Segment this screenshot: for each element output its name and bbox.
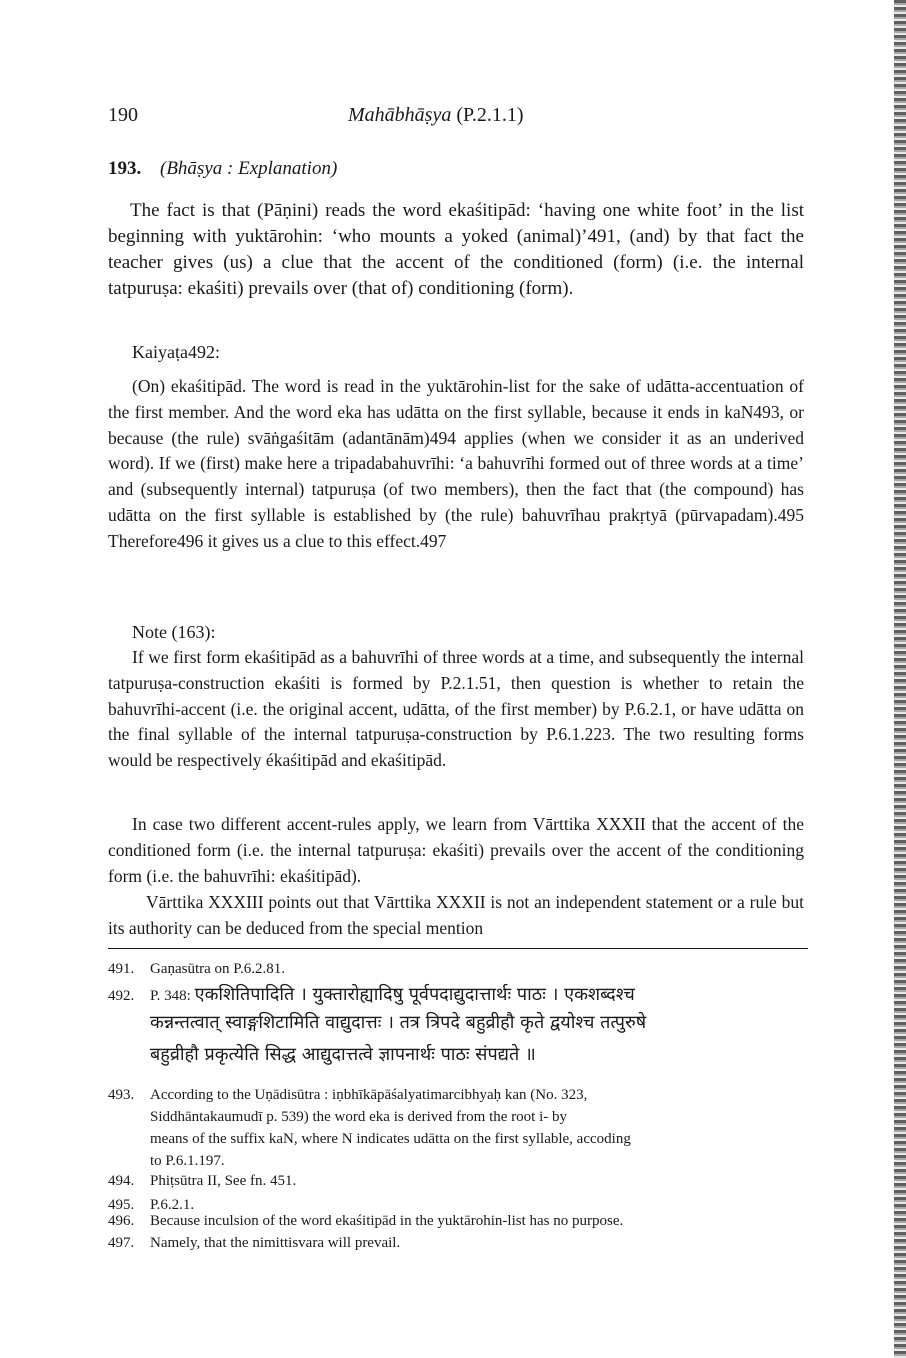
footnote-493: [108, 1084, 808, 1172]
footnote-number: 495.: [108, 1197, 135, 1213]
running-title-ref: (P.2.1.1): [456, 104, 524, 126]
paragraph-varttika: Vārttika XXXIII points out that Vārttika XXXII is not an independent statement or a rule but its authority can be deduced from the special mention: [108, 892, 804, 938]
footnote-492: [108, 984, 808, 1071]
footnote-text-line-3: means of the suffix kaN, where N indicates udātta on the first syllable, accoding: [150, 1131, 631, 1147]
sanskrit-line-2: कन्नन्तत्वात् स्वाङ्गशिटामिति वाद्युदात्तः । तत्र त्रिपदे बहुव्रीहौ कृते द्वयोश्च तत्पुरुषे: [150, 1012, 647, 1033]
footnote-text: Because inculsion of the word ekaśitipād in the yuktārohin-list has no purpose.: [150, 1213, 624, 1229]
footnote-494: [108, 1170, 808, 1192]
footnote-text-line-2: Siddhāntakaumudī p. 539) the word eka is derived from the root i- by: [150, 1109, 567, 1125]
kaiyata-label: Kaiyaṭa492:: [132, 342, 220, 362]
footnote-number: 492.: [108, 988, 135, 1004]
footnote-491: [108, 958, 808, 980]
footnote-text: Phiṭsūtra II, See fn. 451.: [150, 1173, 297, 1189]
page-edge-shadow: [894, 0, 906, 1358]
footnote-number: 496.: [108, 1213, 135, 1229]
running-title: [348, 104, 524, 127]
footnote-divider: [108, 948, 808, 949]
running-header: [108, 104, 808, 134]
section-heading: [108, 158, 337, 180]
paragraph-note: If we first form ekaśitipād as a bahuvrīhi of three words at a time, and subsequently the internal tatpuruṣa-construction ekaśiti is formed by P.2.1.51, then question is whether to retain the bahuvrīhi-accent (i.e. the original accent, udātta, of the first member) by P.6.2.1, or have udātta on the final syllable of the internal tatpuruṣa-construction by P.6.1.223. The two resulting forms would be respectively ékaśitipād and ekaśitipād.: [108, 647, 804, 771]
footnote-lead: P. 348:: [150, 988, 191, 1004]
paragraph-kaiyata: (On) ekaśitipād. The word is read in the yuktārohin-list for the sake of udātta-accentuation of the first member. And the word eka has udātta on the first syllable, because it ends in kaN493, or because (the rule) svāṅgaśitām (adantānām)494 applies (when we consider it as an underived word). If we (first) make here a tripadabahuvrīhi: ‘a bahuvrīhi formed out of three words at a time’ and (subsequently internal) tatpuruṣa (of two members), then the fact that (the compound) has udātta on the first syllable is established by (the rule) bahuvrīhau prakṛtyā (pūrvapadam).495 Therefore496 it gives us a clue to this effect.497: [108, 376, 804, 551]
footnote-text: P.6.2.1.: [150, 1197, 195, 1213]
footnote-number: 494.: [108, 1173, 135, 1189]
footnote-number: 493.: [108, 1087, 135, 1103]
footnote-text: Namely, that the nimittisvara will prevail.: [150, 1235, 401, 1251]
page-number: 190: [108, 104, 138, 126]
section-title: (Bhāṣya : Explanation): [160, 158, 338, 179]
footnote-text: Gaṇasūtra on P.6.2.81.: [150, 961, 285, 977]
note-label: Note (163):: [132, 622, 216, 642]
paragraph-bhasya: The fact is that (Pāṇini) reads the word ekaśitipād: ‘having one white foot’ in the list beginning with yuktārohin: ‘who mounts a yoked (animal)’491, (and) by that fact the teacher gives (us) a clue that the accent of the conditioned (form) (i.e. the internal tatpuruṣa: ekaśiti) prevails over (that of) conditioning (form).: [108, 200, 804, 299]
sanskrit-line-3: बहुव्रीहौ प्रकृत्येति सिद्ध आद्युदात्तत्वे ज्ञापनार्थः पाठः संपद्यते ॥: [150, 1044, 536, 1065]
section-number: 193.: [108, 158, 142, 179]
sanskrit-line-1: एकशितिपादिति । युक्तारोह्यादिषु पूर्वपदाद्युदात्तार्थः पाठः । एकशब्दश्च: [194, 984, 635, 1005]
footnote-496: [108, 1210, 808, 1232]
footnote-text-line-4: to P.6.1.197.: [150, 1153, 225, 1169]
footnote-number: 491.: [108, 961, 135, 977]
footnote-497: [108, 1232, 808, 1254]
paragraph-accent-rules: In case two different accent-rules apply, we learn from Vārttika XXXII that the accent of the conditioned form (i.e. the internal tatpuruṣa: ekaśiti) prevails over the accent of the conditioning form (i.e. the bahuvrīhi: ekaśitipād).: [108, 814, 804, 886]
running-title-text: Mahābhāṣya: [348, 104, 452, 126]
footnote-text-line-1: According to the Uṇādisūtra : iṇbhīkāpāśalyatimarcibhyaḥ kan (No. 323,: [150, 1087, 588, 1103]
footnote-number: 497.: [108, 1235, 135, 1251]
